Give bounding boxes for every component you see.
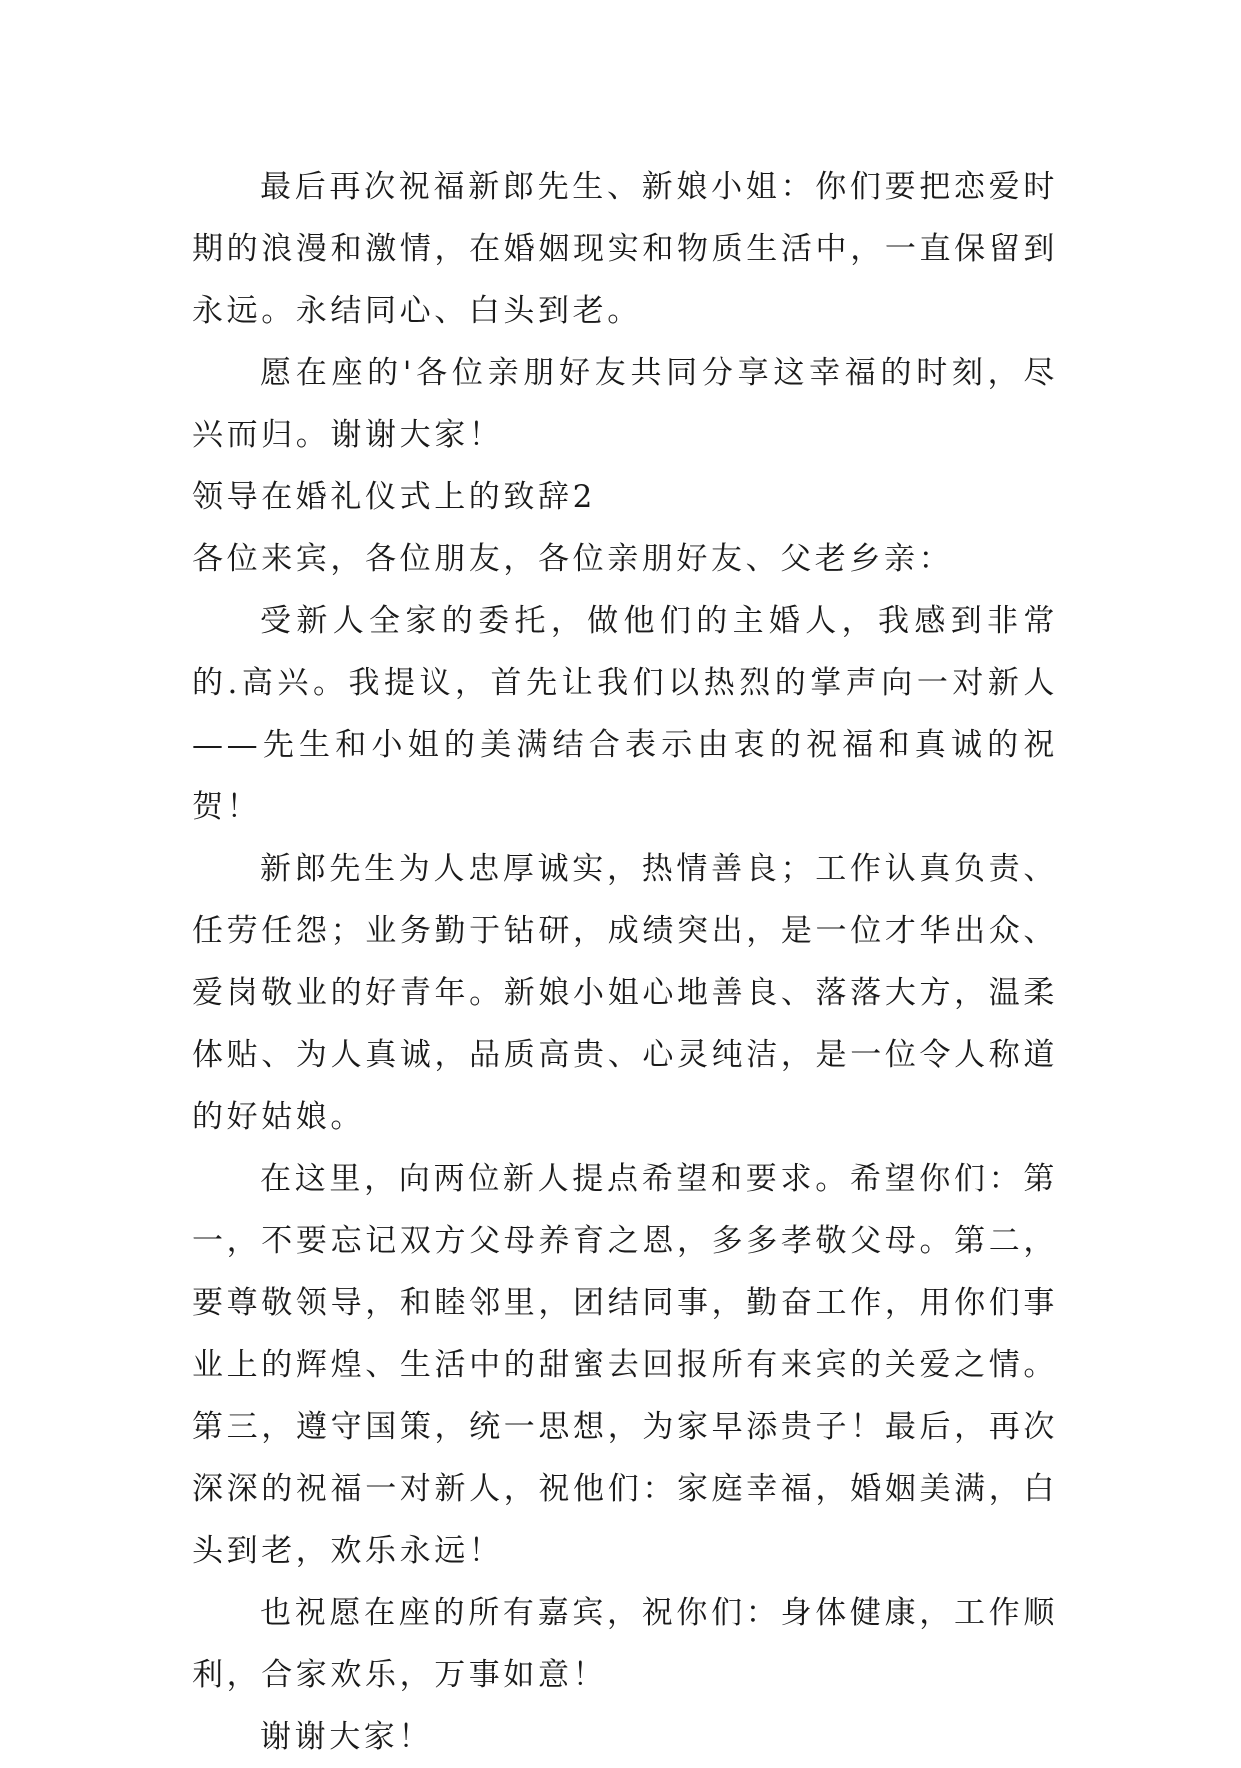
section-title: 领导在婚礼仪式上的致辞2 [192,479,596,515]
paragraph-thanks-guests: 愿在座的'各位亲朋好友共同分享这幸福的时刻，尽兴而归。谢谢大家！ [192,355,1058,453]
paragraph-thank-you: 谢谢大家！ [260,1719,433,1755]
paragraph-wishes-guests: 也祝愿在座的所有嘉宾，祝你们：身体健康，工作顺利，合家欢乐，万事如意！ [192,1595,1058,1693]
document-body [192,156,1058,1768]
paragraph-hopes: 在这里，向两位新人提点希望和要求。希望你们：第一，不要忘记双方父母养育之恩，多多孝敬父母。第二，要尊敬领导，和睦邻里，团结同事，勤奋工作，用你们事业上的辉煌、生活中的甜蜜去回报所有来宾的关爱之情。第三，遵守国策，统一思想，为家早添贵子！最后，再次深深的祝福一对新人，祝他们：家庭幸福，婚姻美满，白头到老，欢乐永远！ [192,1161,1058,1569]
paragraph-salutation: 各位来宾，各位朋友，各位亲朋好友、父老乡亲： [192,541,954,577]
paragraph-closing-blessing: 最后再次祝福新郎先生、新娘小姐：你们要把恋爱时期的浪漫和激情，在婚姻现实和物质生活中，一直保留到永远。永结同心、白头到老。 [192,169,1058,329]
paragraph-couple-praise: 新郎先生为人忠厚诚实，热情善良；工作认真负责、任劳任怨；业务勤于钻研，成绩突出，是一位才华出众、爱岗敬业的好青年。新娘小姐心地善良、落落大方，温柔体贴、为人真诚，品质高贵、心灵纯洁，是一位令人称道的好姑娘。 [192,851,1058,1135]
paragraph-opening: 受新人全家的委托，做他们的主婚人，我感到非常的.高兴。我提议，首先让我们以热烈的掌声向一对新人——先生和小姐的美满结合表示由衷的祝福和真诚的祝贺！ [192,603,1058,825]
